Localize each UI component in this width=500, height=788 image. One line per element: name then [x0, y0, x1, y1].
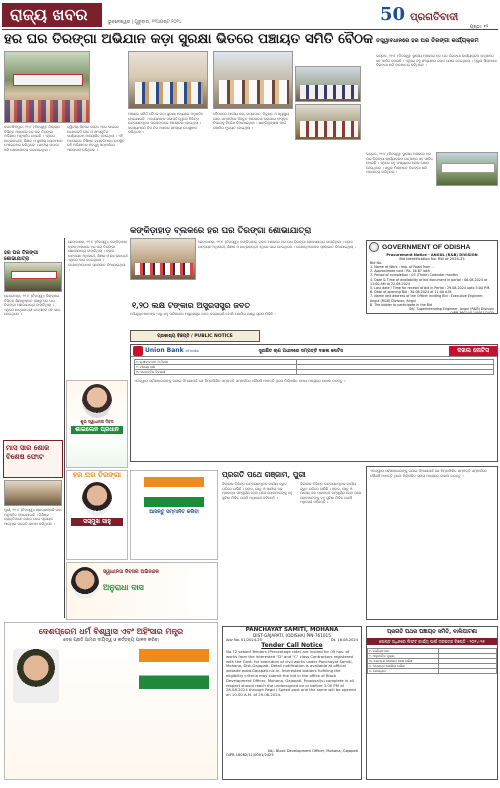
public-notice-title: ପ୍ରକାଶ୍ୟ ବିଜ୍ଞପ୍ତି / PUBLIC NOTICE [157, 334, 233, 339]
lead-col-1: ଜଗତସିଂହପୁର, ୨୧।୮ (ନିଜସ୍ୱ): ଜିଲ୍ଲାର ବିଭିନ୍ନ ଅଞ୍ଚଳରେ ହର ଘର ତିରଙ୍ଗା ଅଭିଯାନ ଅନୁଷ୍ଠିତ ହୋଇଛି । ଏଥିରେ ଛାତ୍ରଛାତ୍ରୀ, ଶିକ୍ଷକ ଓ ସ୍ଥାନୀୟ ଲୋକମାନେ ଅଂଶଗ୍ରହଣ କରିଥିଲେ । ଜାତୀୟ ପତାକା ଧରି ଶୋଭାଯାତ୍ରା କରାଯାଇଥିଲା । [4, 125, 63, 152]
left-story-2-headline: ମାସ ସାର ଶୋକ ବିଶେଷ ଫୋଟ [6, 443, 50, 461]
ad-3-flag [144, 477, 204, 507]
right-notice-text: ଏତଦ୍ୱାରା ସର୍ବସାଧାରଣଙ୍କୁ ଜଣାଇ ଦିଆଯାଉଛି ଯେ ନିମ୍ନଲିଖିତ ସମ୍ପତ୍ତି ସମ୍ପର୍କରେ କୌଣସି ଆପତ୍ତି ଥିଲେ ନିର୍ଦ୍ଧାରିତ ସମୟ ମଧ୍ୟରେ ଦାଖଲ କରନ୍ତୁ । [370, 469, 487, 478]
bottom-banner-title: ଦେଶପ୍ରେମ ଧର୍ମ ବିଶ୍ୱାସ ଏବଂ ଅହିଂସାର ମନ୍ତ୍ର [38, 627, 184, 636]
union-bank-row: ୩. ସମ୍ପତ୍ତିର ବିବରଣୀ [135, 370, 297, 375]
govt-tender-row: 5. Last date / Time for receipt of bid in Portal : 29.08.2024 upto 5:00 P.M. [370, 286, 491, 291]
ad-4-title: ସ୍ୱାଧୀନତା ଦିବସର ଅଭିନନ୍ଦନ [103, 569, 159, 575]
govt-tender-line3: Bid No. [370, 261, 383, 265]
govt-tender-title: GOVERNMENT OF ODISHA [382, 243, 471, 251]
left-story-2-text: ପୁରୀ, ୨୧।୮ (ନିଜସ୍ୱ): ଶ୍ରଦ୍ଧାଞ୍ଜଳି ସଭା ଅନୁଷ୍ଠିତ ହୋଇଯାଇଛି । ବିଶିଷ୍ଟ ବ୍ୟକ୍ତିମାନେ ଯୋଗ ଦେଇ ପ୍ରୟାତ ଆତ୍ମାର ସଦଗତି କାମନା କରିଥିଲେ । [4, 508, 62, 526]
pragati-row: ୫. ଯୋଗ୍ୟତା [368, 669, 439, 674]
govt-tender-row: 3. Period of completion : 03 (Three) Calendar months [370, 273, 458, 278]
ad-3-title: ଆସନ୍ତୁ ସମ୍ମାନିତ କରିବା [149, 509, 199, 515]
govt-tender-row: 1. Name of Work : Imp. of Road from ... [370, 265, 435, 269]
ad-4 [66, 562, 218, 620]
section-title: ରାଜ୍ୟ ଖବର [10, 5, 88, 24]
right-story-text-2: ଭଦ୍ରକ, ୨୧।୮ (ନିଜସ୍ୱ): ସ୍ଥାନୀୟ ଅଞ୍ଚଳରେ ହର ଘର ତିରଙ୍ଗା କାର୍ଯ୍ୟକ୍ରମ ଉତ୍ସାହର ସହ ପାଳିତ ହୋଇଛି । ଏଥିରେ ବହୁ ସଂଖ୍ୟାରେ ଲୋକ ଯୋଗ ଦେଇଥିଲେ । ସ୍କୁଲ ପିଲାମାନେ ତିରଙ୍ଗା ଧରି ପଦଯାତ୍ରା କରିଥିଲେ । [366, 152, 434, 175]
pragati-row: ୪. ଦରପତ୍ର ଖୋଲିବା ତାରିଖ [368, 664, 439, 669]
public-notice-box [130, 330, 260, 342]
union-bank-sub: of India [185, 348, 199, 353]
govt-tender-row: 7. Name and address of the Officer Inviting Bid : Executive Engineer, Angul (R&B) Division, Angul [370, 294, 484, 303]
union-bank-row: ୨. ବକେୟା ରାଶି [135, 365, 297, 370]
bottom-banner-photo [13, 649, 59, 703]
lead-photo-3 [213, 51, 293, 109]
left-story-1-text: କେନ୍ଦ୍ରାପଡ଼ା, ୨୧।୮ (ନିଜସ୍ୱ): ଜିଲ୍ଲାରେ ବିଭିନ୍ନ ଶିକ୍ଷାନୁଷ୍ଠାନ ପକ୍ଷରୁ ହର ଘର ତିରଙ୍ଗା ଶୋଭାଯାତ୍ରା ବାହାରିଥିଲା । ଏଥିରେ ଛାତ୍ରଛାତ୍ରୀ ଉତ୍ସାହର ସହ ଭାଗ ନେଇଥିଲେ । [4, 294, 61, 317]
ad-2-name: ସସ୍ମୁଖ ସାହୁ [71, 518, 123, 526]
mid-story-headline: କଙ୍କିଡ଼ାହାଡ଼ ବ୍ଲକରେ ହର ଘର ତିରଙ୍ଗା ଶୋଭାଯାତ୍ରା [130, 226, 312, 236]
panchayat-tender-ref-right: Dt. 16.08.2024 [330, 638, 358, 642]
right-photo-3 [436, 152, 498, 186]
anniversary-logo: 50 [380, 4, 406, 25]
left-story-1-headline: ହର ଘର ତିରଙ୍ଗା ଶୋଭାଯାତ୍ରା [4, 250, 39, 262]
union-bank-title: ଦଖଲ ନୋଟିସ [449, 346, 497, 356]
govt-tender-row: 4. Date & Time of availability of bid document in portal : 08.08.2024 at 11:00 AM to 22.08.2024 [370, 277, 488, 286]
pragati-notice-box [366, 626, 498, 780]
ad-1-name: ଶାଇଲେନ ପ୍ରଧାନ [71, 426, 123, 434]
ad-4-photo [71, 567, 99, 599]
mid-story-text-2: ଢେଙ୍କାନାଳ, ୨୧।୮ (ନିଜସ୍ୱ): କଙ୍କିଡ଼ାହାଡ଼ ବ୍ଲକ ଅଞ୍ଚଳରେ ହର ଘର ତିରଙ୍ଗା ଶୋଭାଯାତ୍ରା ବାହାରିଥିଲା । ବ୍ଲକ ଉନ୍ନୟନ ଅଧିକାରୀ, ଶିକ୍ଷକ ଓ ଛାତ୍ରଛାତ୍ରୀ ଏଥିରେ ଭାଗ ନେଇଥିଲେ । ଦେଶାତ୍ମବୋଧକ ସ୍ଲୋଗାନ ଦିଆଯାଇଥିଲା । [198, 240, 357, 249]
right-photo-2 [295, 104, 361, 140]
lead-photo-1 [4, 51, 90, 123]
ad-1-title: ଶୁଭ ସ୍ୱାଧୀନତା ଦିବସ [80, 419, 114, 424]
panchayat-tender-ref: OIPR-18082/11/0001/2425 [226, 753, 274, 757]
mid-story-photo [130, 238, 196, 280]
mid-story-text-3: ଅଭିଯୁକ୍ତମାନଙ୍କ ଠାରୁ ବହୁ ପରିମାଣର ଅସ୍ତ୍ରସସ୍ତ୍ର ଜବତ କରାଯାଇଛି ବୋଲି ପୋଲିସ ପକ୍ଷରୁ ସୂଚନା ମିଳିଛି । [130, 312, 276, 316]
ad-1-photo [82, 384, 112, 418]
ad-1 [66, 380, 128, 468]
lead-col-3: ପଞ୍ଚାୟତ ସମିତି ବୈଠକ କଡ଼ା ସୁରକ୍ଷା ମଧ୍ୟରେ ଅନୁଷ୍ଠିତ ହୋଇଯାଇଛି । ଅଧ୍ୟକ୍ଷଙ୍କ ସଭାପତିତ୍ୱରେ ବିଭିନ୍ନ ଉନ୍ନୟନମୂଳକ ପ୍ରସଙ୍ଗରେ ଆଲୋଚନା ହୋଇଥିଲା । ସଦସ୍ୟମାନେ ନିଜ ନିଜ ଅଞ୍ଚଳର ସମସ୍ୟା ଉପସ୍ଥାପନ କରିଥିଲେ । [128, 112, 204, 135]
bottom-story-text: ଜିଲ୍ଲାର ବିଭିନ୍ନ ଉନ୍ନୟନମୂଳକ କାର୍ଯ୍ୟ ଦ୍ରୁତ ଗତିରେ ଚାଲିଛି । ସଡ଼କ, ସେତୁ ଓ ପାନୀୟ ଜଳ ପ୍ରକଳ୍ପ ସମ୍ପୂର୍ଣ୍ଣ ହେବା ପରେ ଲୋକମାନଙ୍କୁ ବହୁ ସୁବିଧା ମିଳିବ ବୋଲି ଅଧିକାରୀ କହିଛନ୍ତି । [222, 482, 293, 500]
panchayat-tender-heading: Tender Call Notice [261, 642, 323, 649]
union-bank-logo-icon [133, 346, 143, 356]
column-rule [64, 238, 65, 618]
right-notice-box [366, 466, 498, 620]
bottom-story-headline: ପ୍ରଗତି ପଥେ ଗଞ୍ଜାମ, ପୁରୀ [222, 470, 306, 479]
govt-tender-sign: Sd/- Superintending Engineer, Angul (R&B) Division [409, 307, 494, 312]
mid-story-text: ଢେଙ୍କାନାଳ, ୨୧।୮ (ନିଜସ୍ୱ): କଙ୍କିଡ଼ାହାଡ଼ ବ୍ଲକ ଅଞ୍ଚଳରେ ହର ଘର ତିରଙ୍ଗା ଶୋଭାଯାତ୍ରା ବାହାରିଥିଲା । ବ୍ଲକ ଉନ୍ନୟନ ଅଧିକାରୀ, ଶିକ୍ଷକ ଓ ଛାତ୍ରଛାତ୍ରୀ ଏଥିରେ ଭାଗ ନେଇଥିଲେ । ଦେଶାତ୍ମବୋଧକ ସ୍ଲୋଗାନ ଦିଆଯାଇଥିଲା । [68, 240, 128, 272]
ad-2-photo [82, 482, 112, 516]
left-story-2-photo [4, 480, 62, 506]
panchayat-tender-text: No.72 sealed Tenders (Percentage rate) are invited for 09 nos. of works from the interested "D" and "C" class Contractors registered with the Govt. for execution of civil works under Panchayat Samiti, Mohana, Dist-Gajapati. Detail notification is available at official website www.Gajapati.nic.in. Interested bidders fulfilling the eligibility criteria may submit the bid in the office of Block Development Officer, Mohana, Gajapati. Proposal(s) complete in all respect should reach the undersigned on or before 3.00 PM of 28.08.2024 through Regd / Speed post and the same will be opened on 10.00 A.M. of 29.08.2024. [226, 649, 356, 698]
pragati-notice-title: ପ୍ରଗତି ପଥର ପଞ୍ଚାୟତ ସମିତି, ବାଲିପାଟଣା [387, 629, 477, 635]
union-bank-brand: Union Bank [145, 347, 184, 354]
panchayat-tender-sub: DIST-GAJAPATI, (ODISHA) PIN-761015 [253, 633, 331, 638]
pragati-row: ୨. ଆନୁମାନିକ ମୂଲ୍ୟ [368, 654, 439, 659]
brand-name: ପ୍ରଗତିବାଦୀ [410, 12, 459, 23]
odisha-emblem-icon [369, 242, 379, 252]
bottom-banner-sub: ଦେଶ ପ୍ରତି ଆମର ଦାୟିତ୍ୱ ଓ କର୍ତ୍ତବ୍ୟ ପାଳନ କରିବା [63, 638, 159, 643]
govt-tender-row: 2. Approximate cost : Rs. 16.67 lakh [370, 269, 430, 274]
bottom-banner [4, 622, 218, 780]
lead-col-4: ବୈଠକରେ ପାନୀୟ ଜଳ, ରାସ୍ତାଘାଟ, ବିଦ୍ୟୁତ ଓ ସ୍ୱାସ୍ଥ୍ୟ ସେବା ସମ୍ପର୍କରେ ବିସ୍ତୃତ ଆଲୋଚନା କରାଯାଇ ସଂପୃକ୍ତ ବିଭାଗକୁ ନିର୍ଦ୍ଦେଶ ଦିଆଯାଇଥିଲା । ଶାନ୍ତିଶୃଙ୍ଖଳା ପାଇଁ ପୋଲିସ ମୁତୟନ ହୋଇଥିଲା । [213, 112, 289, 130]
left-story-2-box [3, 440, 63, 478]
mid-story-headline-2: ୧,୨୦ ଲକ୍ଷ ଟଙ୍କାର ଅସ୍ତ୍ରସସ୍ତ୍ର ଜବତ [132, 300, 251, 310]
union-bank-heading: ସୁରକ୍ଷିତ ଋଣ ଅଧୀନରେ ସମ୍ପତ୍ତି ଦଖଲ ନୋଟିସ [258, 348, 344, 354]
govt-tender-line2: Bid Identification No. RW of 2024-25 [399, 257, 465, 261]
pragati-row: ୩. ଦରପତ୍ର ଦାଖଲର ଶେଷ ତାରିଖ [368, 659, 439, 664]
govt-tender-ref: OIPR-36024/11/0001/2425 [450, 311, 494, 314]
govt-tender-line1: Procurement Notice - ANGUL (R&B) DIVISION [386, 253, 478, 257]
masthead-rule [2, 29, 498, 30]
panchayat-tender-sign: Sd/- Block Development Officer, Mohana, Gajapati [267, 749, 358, 753]
dateline: ଭୁବନେଶ୍ୱର | ଗୁରୁବାର, ୨୨ଅଗଷ୍ଟ ୨୦୨୪ [108, 20, 182, 25]
govt-tender-row: 8. The bidder to participate in the Bid [370, 302, 433, 307]
lead-col-2: ଦ୍ୱିତୀୟ ଦିନରେ ଭାରତ ମାତା ଭାଗରେ ଦେଶଭକ୍ତି ଗୀତ ଓ ସାଂସ୍କୃତିକ କାର୍ଯ୍ୟକ୍ରମ ଆୟୋଜିତ ହୋଇଥିଲା । ଏହି ଅବସରରେ ବିଶିଷ୍ଟ ବ୍ୟକ୍ତିମାନେ ଉପସ୍ଥିତ ରହି ଅଭିଯାନର ମହତ୍ତ୍ୱ ସମ୍ପର୍କରେ ଆଲୋଚନା କରିଥିଲେ । [67, 125, 125, 152]
right-story-headline: ତତ୍ତ୍ୱାବଧାନରେ ହର ଘର ତିରଙ୍ଗା କାର୍ଯ୍ୟକ୍ରମ [376, 38, 479, 44]
lead-headline: ହର ଘର ତିରଙ୍ଗା ଅଭିଯାନ କଡ଼ା ସୁରକ୍ଷା ଭିତରେ ପଞ୍ଚାୟତ ସମିତି ବୈଠକ [4, 31, 374, 47]
bottom-story-text-2: ଜିଲ୍ଲାର ବିଭିନ୍ନ ଉନ୍ନୟନମୂଳକ କାର୍ଯ୍ୟ ଦ୍ରୁତ ଗତିରେ ଚାଲିଛି । ସଡ଼କ, ସେତୁ ଓ ପାନୀୟ ଜଳ ପ୍ରକଳ୍ପ ସମ୍ପୂର୍ଣ୍ଣ ହେବା ପରେ ଲୋକମାନଙ୍କୁ ବହୁ ସୁବିଧା ମିଳିବ ବୋଲି ଅଧିକାରୀ କହିଛନ୍ତି । [300, 482, 362, 505]
union-bank-notice [130, 344, 498, 462]
govt-tender-row: 6. Date of opening Bid : 30.08.2024 at 11:00 A.M. [370, 290, 453, 295]
ad-3 [130, 470, 218, 560]
union-bank-row: ୧. ଋଣୀଙ୍କ ନାମ ଓ ଠିକଣା [135, 360, 297, 365]
pragati-notice-sub: ପୋଷ୍ଟ ଅଧିନରେ ଲିଫ୍ଟ କାର୍ଯ୍ୟ ପାଇଁ ଦରପତ୍ର ବିଜ୍ଞପ୍ତି - ୨୦୨୪-୨୫ [367, 638, 497, 645]
logo [380, 4, 498, 24]
lead-photo-2 [128, 51, 208, 109]
ad-4-name: ଅନୁରାଧା ଦାସ [103, 583, 144, 592]
page-number: ପୃଷ୍ଠା: ୧୨ [470, 25, 489, 30]
ad-2 [66, 470, 128, 560]
pragati-row: ୧. କାର୍ଯ୍ୟର ନାମ [368, 649, 439, 654]
left-story-1-photo [4, 262, 62, 292]
panchayat-tender-box [222, 626, 362, 780]
union-bank-text: ଏତଦ୍ୱାରା ସର୍ବସାଧାରଣଙ୍କୁ ଜଣାଇ ଦିଆଯାଉଛି ଯେ ନିମ୍ନଲିଖିତ ସମ୍ପତ୍ତି ସମ୍ପର୍କରେ କୌଣସି ଆପତ୍ତି ଥିଲେ ନିର୍ଦ୍ଧାରିତ ସମୟ ମଧ୍ୟରେ ଦାଖଲ କରନ୍ତୁ । [134, 379, 346, 383]
right-photo-1 [295, 66, 361, 102]
govt-tender-box [366, 240, 498, 314]
ad-2-title: ହର ଘର ତିରଙ୍ଗା [72, 471, 122, 479]
panchayat-tender-ref-left: Adv No. 01/2024-25 [226, 638, 262, 642]
bottom-banner-flag [139, 649, 209, 689]
right-story-text: ଭଦ୍ରକ, ୨୧।୮ (ନିଜସ୍ୱ): ସ୍ଥାନୀୟ ଅଞ୍ଚଳରେ ହର ଘର ତିରଙ୍ଗା କାର୍ଯ୍ୟକ୍ରମ ଉତ୍ସାହର ସହ ପାଳିତ ହୋଇଛି । ଏଥିରେ ବହୁ ସଂଖ୍ୟାରେ ଲୋକ ଯୋଗ ଦେଇଥିଲେ । ସ୍କୁଲ ପିଲାମାନେ ତିରଙ୍ଗା ଧରି ପଦଯାତ୍ରା କରିଥିଲେ । [376, 54, 498, 68]
panchayat-tender-title: PANCHAYAT SAMITI, MOHANA [245, 627, 339, 633]
